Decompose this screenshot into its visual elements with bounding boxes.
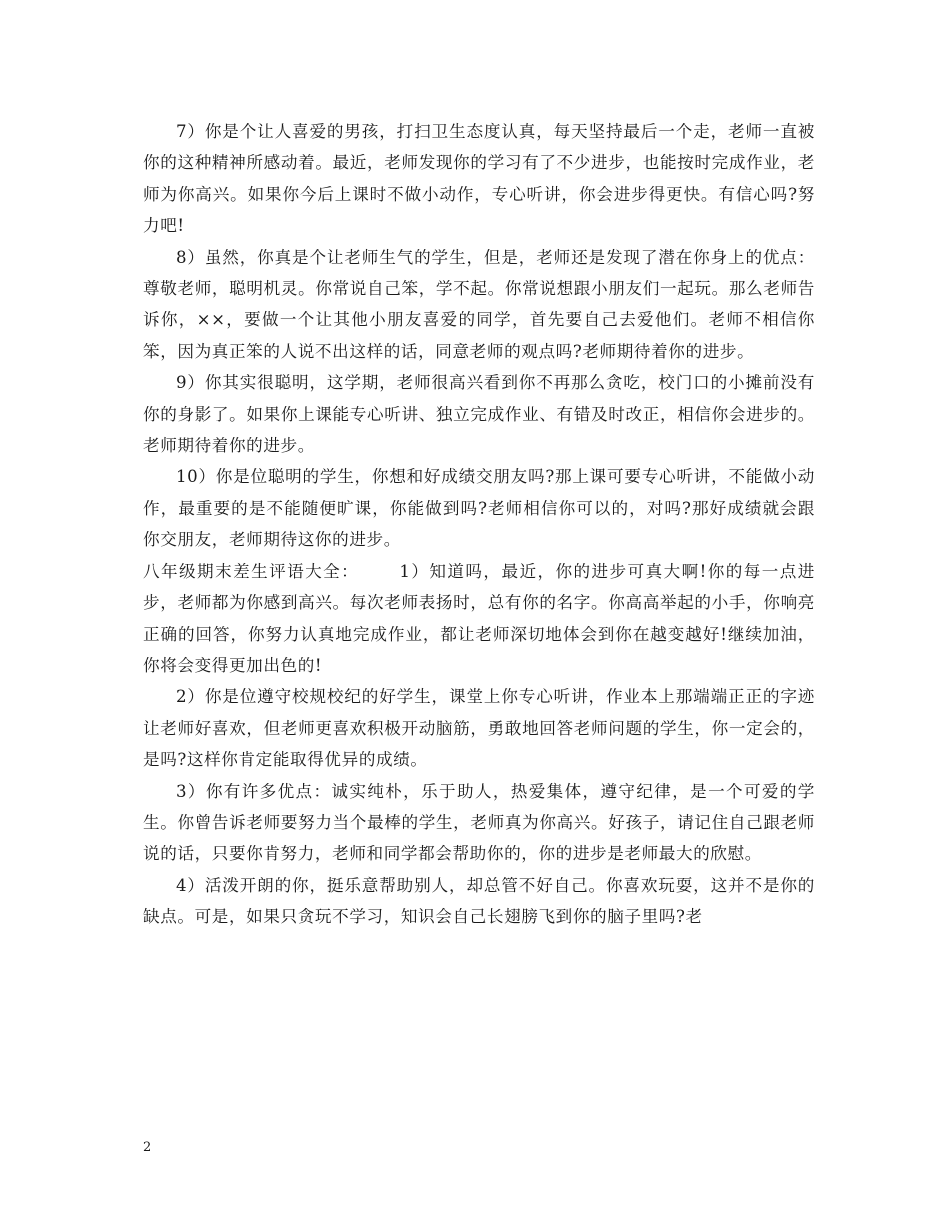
paragraph-section-comment-2: 2）你是位遵守校规校纪的好学生，课堂上你专心听讲，作业本上那端端正正的字迹让老师好喜欢，但老师更喜欢积极开动脑筋，勇敢地回答老师问题的学生，你一定会的，是吗?这样你肯定能取得优异的成绩。 — [143, 687, 815, 770]
paragraph-comment-9: 9）你其实很聪明，这学期，老师很高兴看到你不再那么贪吃，校门口的小摊前没有你的身影了。如果你上课能专心听讲、独立完成作业、有错及时改正，相信你会进步的。老师期待着你的进步。 — [143, 373, 815, 456]
document-body — [143, 116, 815, 933]
paragraph-comment-8: 8）虽然，你真是个让老师生气的学生，但是，老师还是发现了潜在你身上的优点：尊敬老师，聪明机灵。你常说自己笨，学不起。你常说想跟小朋友们一起玩。那么老师告诉你，××，要做一个让其他小朋友喜爱的同学，首先要自己去爱他们。老师不相信你笨，因为真正笨的人说不出这样的话，同意老师的观点吗?老师期待着你的进步。 — [143, 247, 815, 361]
paragraph-comment-7: 7）你是个让人喜爱的男孩，打扫卫生态度认真，每天坚持最后一个走，老师一直被你的这种精神所感动着。最近，老师发现你的学习有了不少进步，也能按时完成作业，老师为你高兴。如果你今后上课时不做小动作，专心听讲，你会进步得更快。有信心吗?努力吧! — [143, 122, 815, 236]
paragraph-comment-10: 10）你是位聪明的学生，你想和好成绩交朋友吗?那上课可要专心听讲，不能做小动作，最重要的是不能随便旷课，你能做到吗?老师相信你可以的，对吗?那好成绩就会跟你交朋友，老师期待这你的进步。 — [143, 467, 815, 550]
paragraph-section-comment-3: 3）你有许多优点：诚实纯朴，乐于助人，热爱集体，遵守纪律，是一个可爱的学生。你曾告诉老师要努力当个最棒的学生，老师真为你高兴。好孩子，请记住自己跟老师说的话，只要你肯努力，老师和同学都会帮助你的，你的进步是老师最大的欣慰。 — [143, 781, 815, 864]
section-heading-paragraph: 八年级期末差生评语大全： 1）知道吗，最近，你的进步可真大啊!你的每一点进步，老师都为你感到高兴。每次老师表扬时，总有你的名字。你高高举起的小手，你响亮正确的回答，你努力认真地完成作业，都让老师深切地体会到你在越变越好!继续加油，你将会变得更加出色的! — [143, 561, 815, 675]
paragraph-section-comment-4: 4）活泼开朗的你，挺乐意帮助别人，却总管不好自己。你喜欢玩耍，这并不是你的缺点。可是，如果只贪玩不学习，知识会自己长翅膀飞到你的脑子里吗?老 — [143, 875, 815, 927]
page-number: 2 — [143, 1140, 152, 1155]
